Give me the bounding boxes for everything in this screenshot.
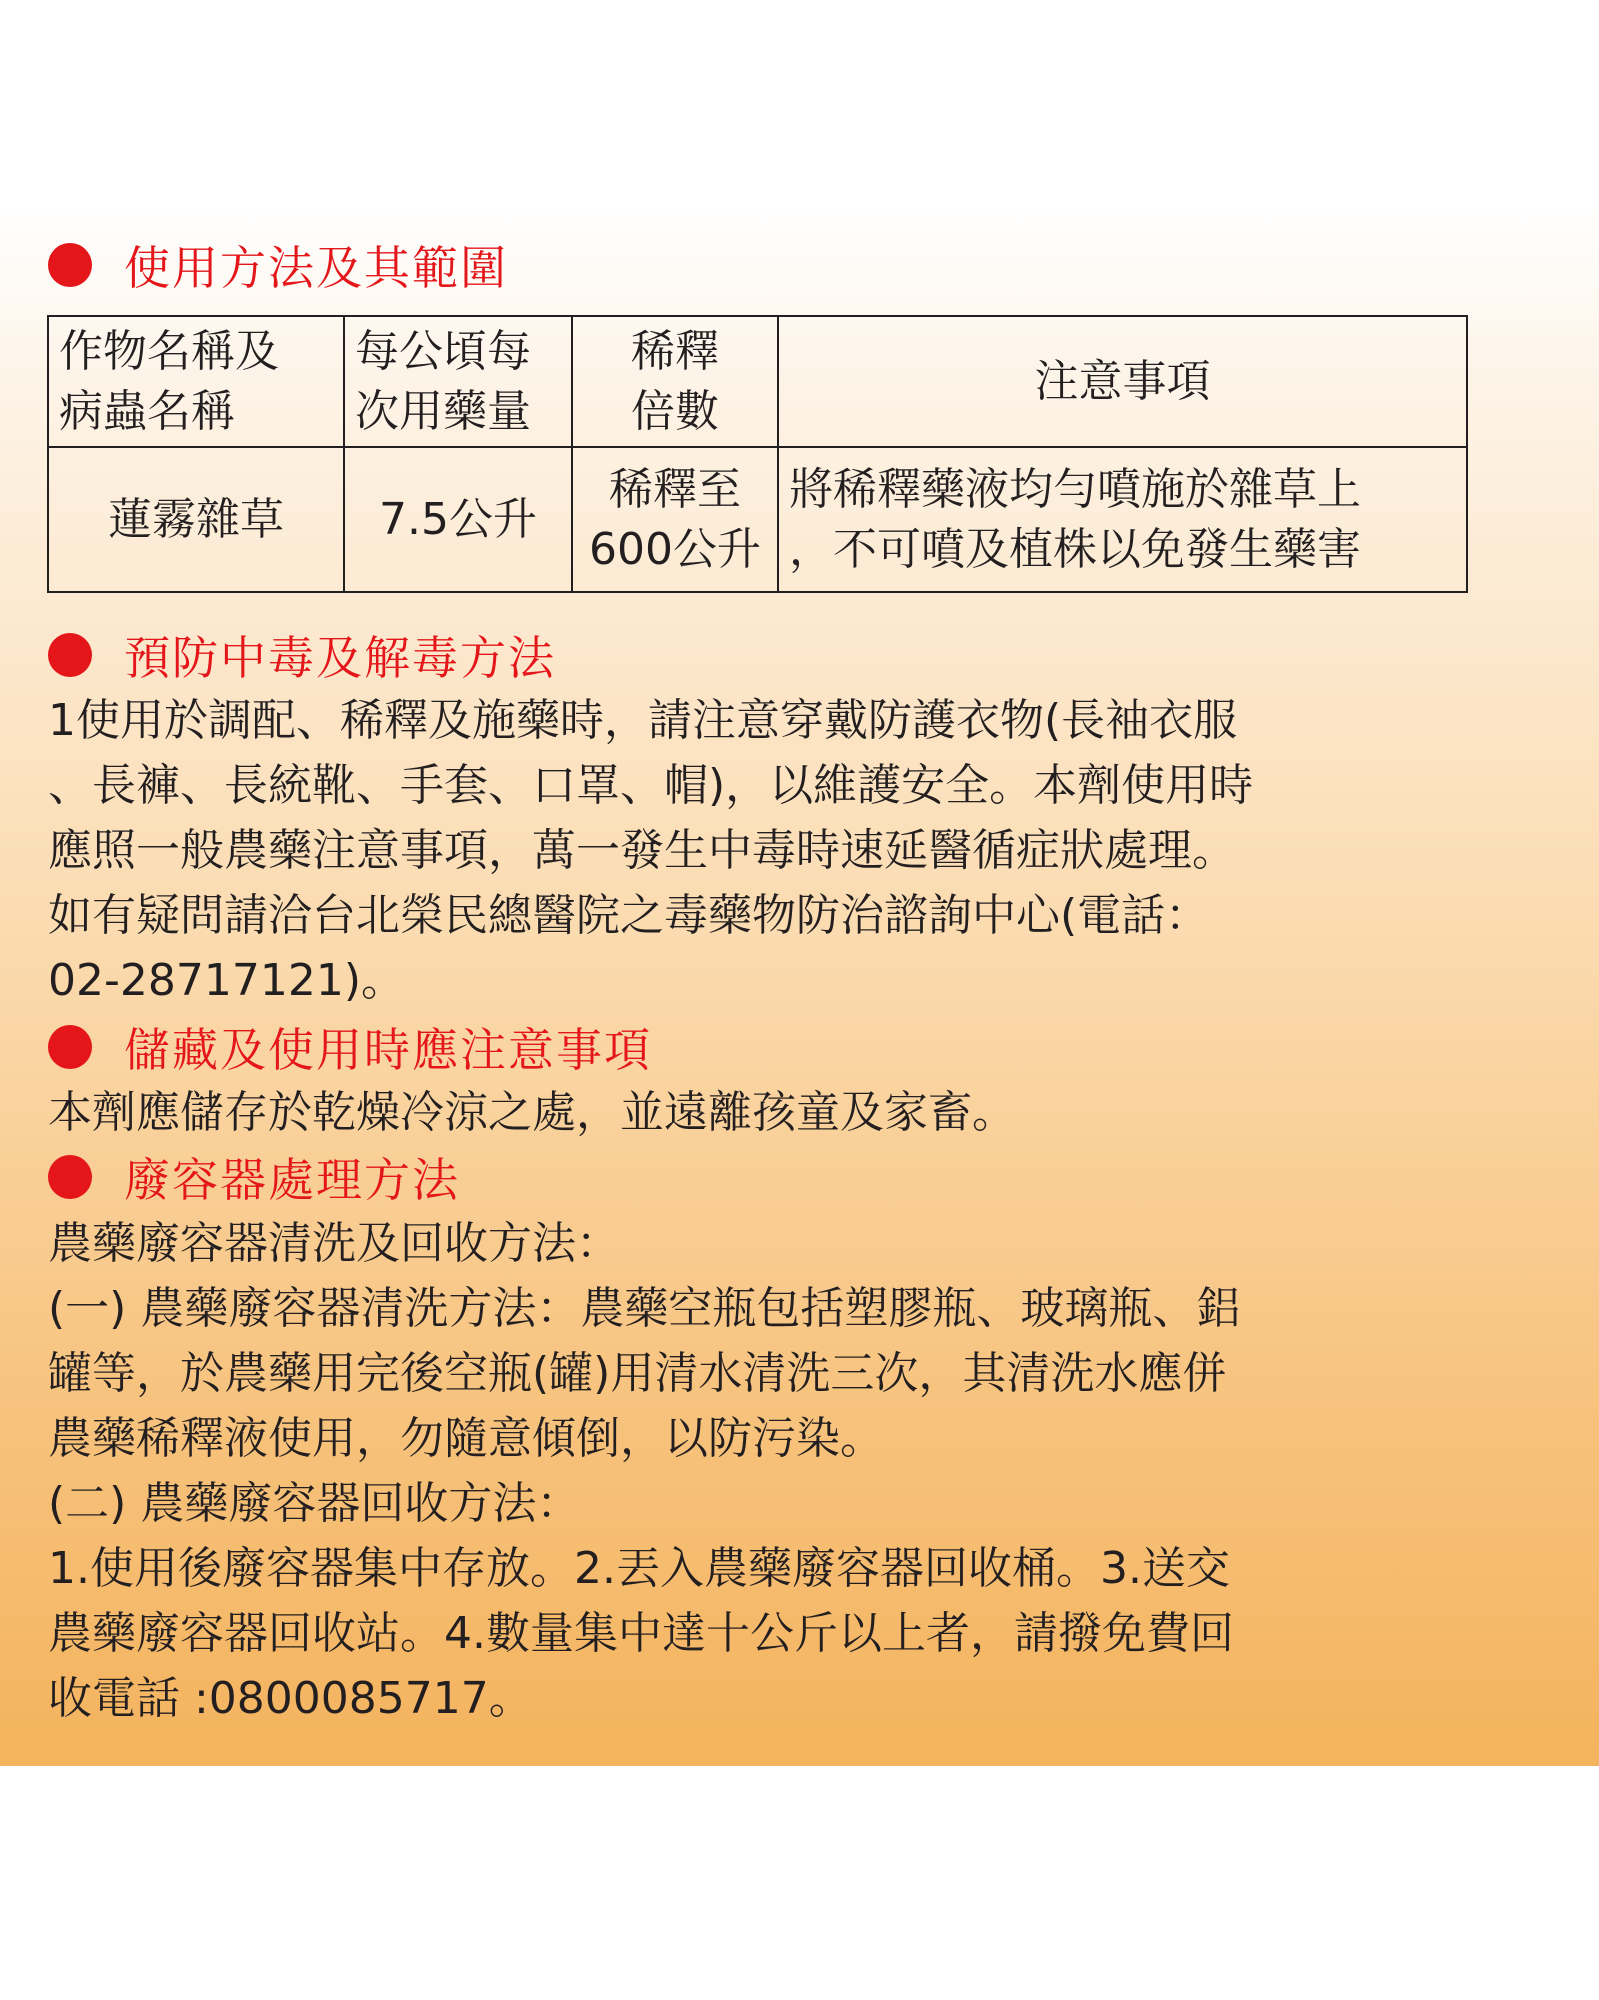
table-header-row [49,317,1466,447]
text-line: (一) 農藥廢容器清洗方法：農藥空瓶包括塑膠瓶、玻璃瓶、鋁 [48,1283,1241,1334]
section-heading-storage [48,1016,652,1078]
header-notes: 注意事項 [778,317,1466,447]
header-crop-pest: 作物名稱及 病蟲名稱 [49,317,344,447]
section-title: 廢容器處理方法 [124,1153,460,1207]
cell-notes: 將稀釋藥液均勻噴施於雜草上 ，不可噴及植株以免發生藥害 [778,447,1466,591]
table-row [49,447,1466,591]
disposal-body [48,1211,1240,1731]
text-line: 1使用於調配、稀釋及施藥時，請注意穿戴防護衣物(長袖衣服 [48,695,1238,746]
text-line: (二) 農藥廢容器回收方法： [48,1478,581,1529]
header-dilution: 稀釋 倍數 [572,317,778,447]
text-line: 罐等，於農藥用完後空瓶(罐)用清水清洗三次，其清洗水應併 [48,1348,1227,1399]
text-line: 、長褲、長統靴、手套、口罩、帽)，以維護安全。本劑使用時 [48,760,1254,811]
header-dosage: 每公頃每 次用藥量 [344,317,572,447]
text-line: 農藥稀釋液使用，勿隨意傾倒，以防污染。 [48,1413,884,1464]
poison-body [48,688,1253,1013]
storage-body [48,1080,1016,1145]
text-line: 農藥廢容器清洗及回收方法： [48,1218,620,1269]
text-line: 農藥廢容器回收站。4.數量集中達十公斤以上者，請撥免費回 [48,1608,1234,1659]
cell-dosage: 7.5公升 [344,447,572,591]
red-bullet-icon [48,633,92,677]
text-line: 應照一般農藥注意事項，萬一發生中毒時速延醫循症狀處理。 [48,825,1236,876]
usage-table [47,315,1468,593]
text-line: 1.使用後廢容器集中存放。2.丟入農藥廢容器回收桶。3.送交 [48,1543,1230,1594]
section-heading-poison [48,624,556,686]
section-heading-disposal [48,1146,460,1208]
red-bullet-icon [48,1155,92,1199]
cell-dilution: 稀釋至 600公升 [572,447,778,591]
section-title: 預防中毒及解毒方法 [124,631,556,685]
section-title: 使用方法及其範圍 [124,241,508,295]
text-line: 02-28717121)。 [48,955,405,1006]
red-bullet-icon [48,1025,92,1069]
section-title: 儲藏及使用時應注意事項 [124,1023,652,1077]
red-bullet-icon [48,243,92,287]
text-line: 收電話 :0800085717。 [48,1673,533,1724]
text-line: 如有疑問請洽台北榮民總醫院之毒藥物防治諮詢中心(電話： [48,890,1210,941]
cell-crop-pest: 蓮霧雜草 [49,447,344,591]
section-heading-usage [48,234,508,296]
text-line: 本劑應儲存於乾燥冷涼之處，並遠離孩童及家畜。 [48,1087,1016,1138]
